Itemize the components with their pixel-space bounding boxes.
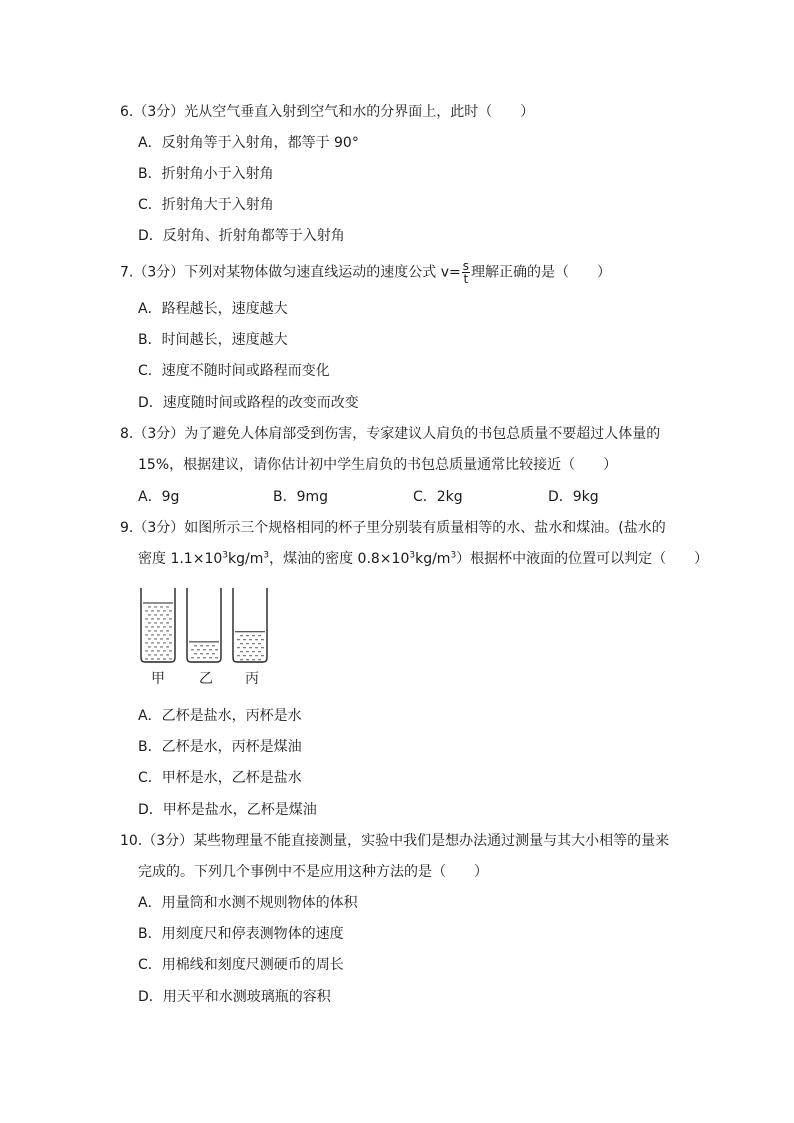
question-text-end: 理解正确的是（ ） [471, 264, 612, 281]
question-7-option-b: B．时间越长，速度越大 [138, 332, 288, 348]
exponent: 3 [263, 550, 270, 561]
question-score: （3分） [142, 833, 194, 849]
cup-label-bing: 丙 [245, 671, 259, 687]
question-6-option-a: A．反射角等于入射角，都等于 90° [138, 135, 359, 151]
question-text: 如图所示三个规格相同的杯子里分别装有质量相等的水、盐水和煤油。(盐水的 [184, 520, 666, 536]
question-6-stem [120, 102, 534, 122]
question-8-option-b: B．9mg [273, 489, 329, 505]
question-8-option-d: D．9kg [548, 489, 599, 505]
question-10-option-c: C．用棉线和刻度尺测硬币的周长 [138, 957, 344, 973]
question-7-option-c: C．速度不随时间或路程而变化 [138, 363, 330, 379]
question-number: 7. [120, 264, 134, 281]
question-8-stem-line2: 15%，根据建议，请你估计初中学生肩负的书包总质量通常比较接近（ ） [138, 457, 618, 473]
velocity-fraction [462, 260, 470, 285]
question-number: 8. [120, 426, 134, 442]
cup-yi [187, 588, 221, 662]
question-9-option-c: C．甲杯是水，乙杯是盐水 [138, 770, 302, 786]
unit-text: kg/m [415, 551, 451, 567]
question-8-option-a: A．9g [138, 489, 180, 505]
question-9-stem [120, 518, 666, 538]
cups-diagram [138, 584, 278, 668]
question-number: 9. [120, 520, 134, 536]
fraction-numerator: s [462, 259, 470, 273]
exponent: 3 [409, 550, 416, 561]
cup-jia [141, 588, 175, 662]
question-9-option-d: D．甲杯是盐水，乙杯是煤油 [138, 802, 317, 818]
cup-label-yi: 乙 [199, 671, 213, 687]
exponent: 3 [450, 550, 457, 561]
fraction-denominator: t [463, 272, 469, 286]
question-score: （3分） [133, 426, 185, 442]
cups-figure [138, 584, 278, 694]
question-text: 某些物理量不能直接测量，实验中我们是想办法通过测量与其大小相等的量来 [193, 833, 670, 849]
question-7-option-d: D．速度随时间或路程的改变而改变 [138, 395, 359, 411]
question-score: （3分） [133, 264, 185, 281]
question-10-stem [120, 831, 669, 851]
question-6-option-c: C．折射角大于入射角 [138, 197, 274, 213]
question-10-option-b: B．用刻度尺和停表测物体的速度 [138, 926, 344, 942]
question-text: 光从空气垂直入射到空气和水的分界面上，此时（ ） [184, 104, 535, 120]
question-number: 6. [120, 104, 134, 120]
question-text-end: ）根据杯中液面的位置可以判定（ ） [456, 551, 709, 567]
question-7-option-a: A．路程越长，速度越大 [138, 301, 288, 317]
question-9-option-a: A．乙杯是盐水，丙杯是水 [138, 708, 302, 724]
question-number: 10. [120, 833, 143, 849]
question-9-option-b: B．乙杯是水，丙杯是煤油 [138, 739, 302, 755]
question-10-option-a: A．用量筒和水测不规则物体的体积 [138, 895, 358, 911]
question-8-stem [120, 424, 660, 444]
question-6-option-d: D．反射角、折射角都等于入射角 [138, 228, 345, 244]
question-8-options [138, 487, 698, 507]
question-10-option-d: D．用天平和水测玻璃瓶的容积 [138, 989, 331, 1005]
question-text: 下列对某物体做匀速直线运动的速度公式 v= [184, 264, 461, 281]
question-7-stem [120, 260, 611, 285]
question-9-stem-line2 [138, 549, 708, 569]
cup-jia-liquid [143, 603, 173, 661]
density-text: ，煤油的密度 0.8×10 [269, 551, 410, 567]
question-6-option-b: B．折射角小于入射角 [138, 166, 274, 182]
exponent: 3 [222, 550, 228, 561]
density-text: 密度 1.1×10 [138, 551, 223, 567]
question-score: （3分） [133, 104, 185, 120]
question-8-option-c: C．2kg [413, 489, 463, 505]
cup-bing [233, 588, 267, 662]
question-score: （3分） [133, 520, 185, 536]
unit-text: kg/m [228, 551, 264, 567]
cup-label-jia: 甲 [151, 671, 165, 687]
question-text: 为了避免人体肩部受到伤害，专家建议人肩负的书包总质量不要超过人体量的 [184, 426, 661, 442]
question-10-stem-line2: 完成的。下列几个事例中不是应用这种方法的是（ ） [138, 864, 488, 880]
